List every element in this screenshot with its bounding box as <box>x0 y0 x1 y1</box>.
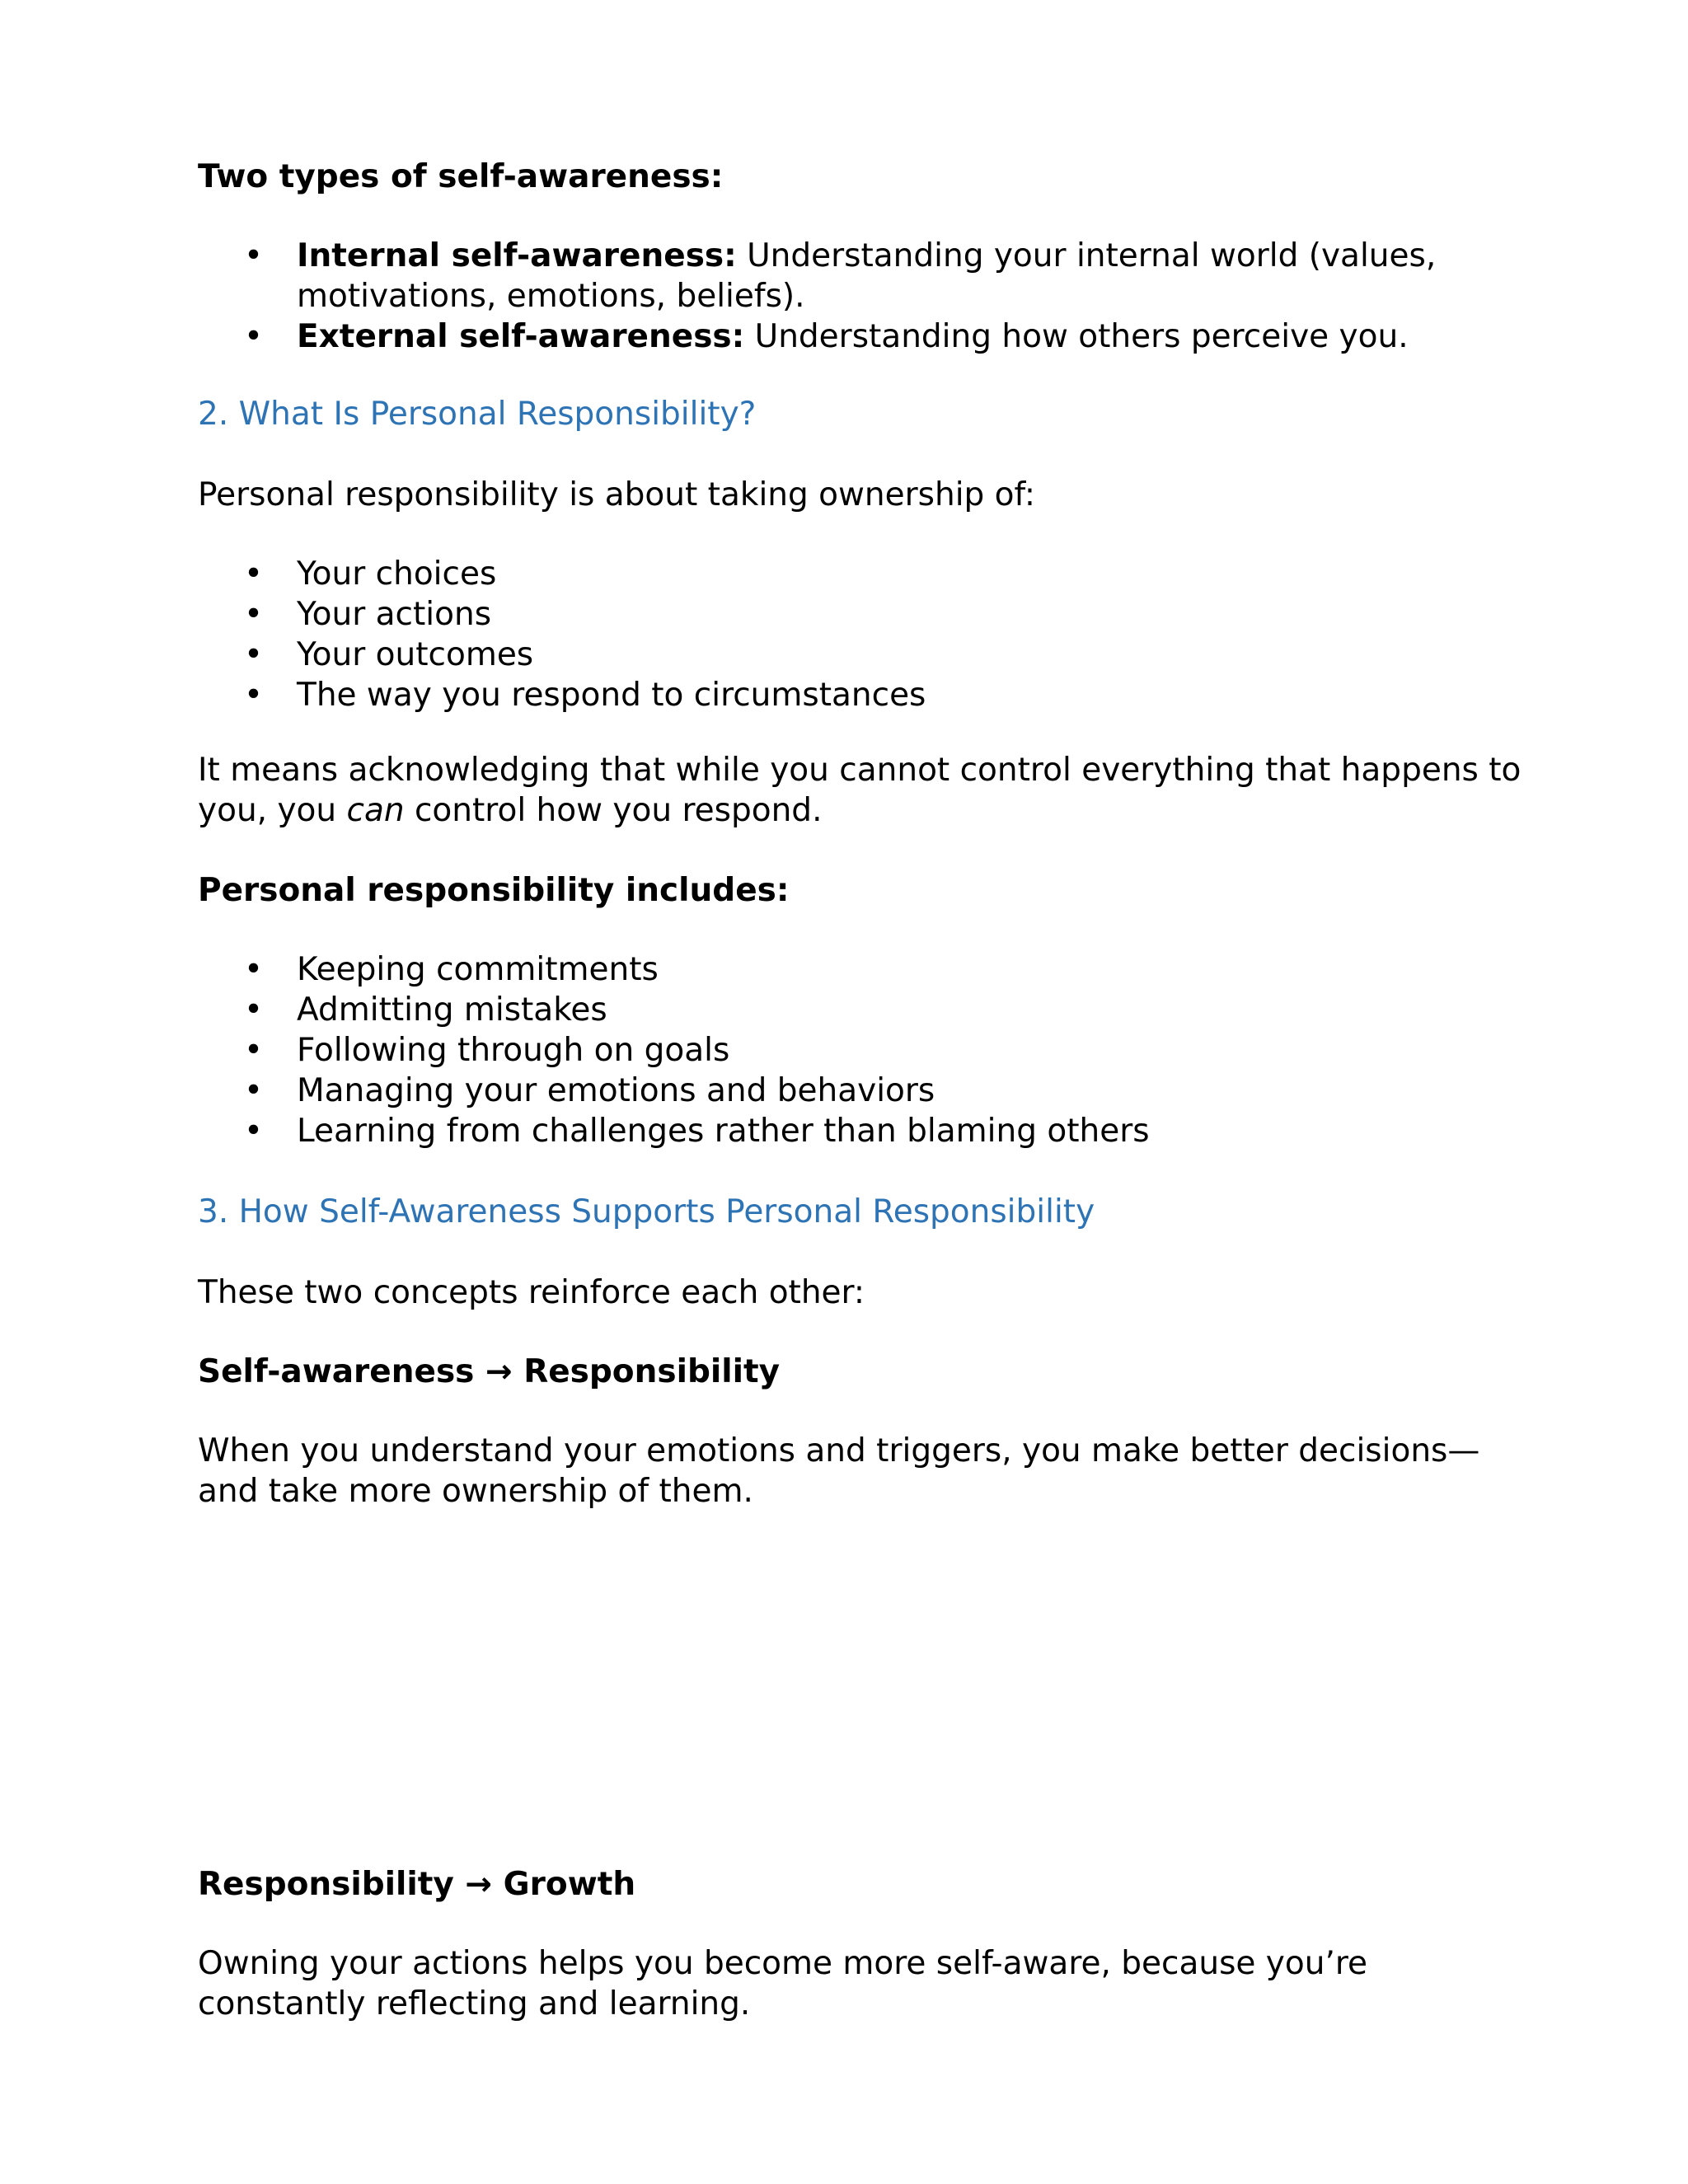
meaning-text-after: control how you respond. <box>404 792 823 829</box>
section-2-heading: 2. What Is Personal Responsibility? <box>198 396 757 433</box>
types-list <box>198 236 1533 357</box>
list-item <box>198 1071 1533 1111</box>
sub-2-paragraph: Owning your actions helps you become more self-aware, because you’re constantly reflecting and learning. <box>198 1945 1368 2022</box>
list-item <box>198 675 1533 715</box>
list-item <box>198 594 1533 635</box>
meaning-emphasis: can <box>346 792 405 829</box>
bullet-icon: • <box>244 318 264 355</box>
list-item-text: Your choices <box>297 555 497 593</box>
bullet-icon: • <box>244 596 264 633</box>
bullet-icon: • <box>244 1032 264 1069</box>
bullet-icon: • <box>244 677 264 714</box>
list-item <box>198 949 1533 990</box>
bullet-icon: • <box>244 1072 264 1109</box>
list-item-term: Internal self-awareness: <box>297 237 737 274</box>
list-item-desc: Understanding how others perceive you. <box>744 318 1409 355</box>
sub-heading-responsibility-growth: Responsibility → Growth <box>198 1866 636 1903</box>
bullet-icon: • <box>244 1113 264 1150</box>
list-item <box>198 236 1533 316</box>
meaning-text-before: It means acknowledging that while you cannot control everything that happens to you, you <box>198 752 1522 829</box>
list-item-text: Your actions <box>297 596 492 633</box>
list-item <box>198 990 1533 1030</box>
bullet-icon: • <box>244 991 264 1029</box>
section-3-intro: These two concepts reinforce each other: <box>198 1274 865 1311</box>
sub-1-paragraph: When you understand your emotions and triggers, you make better decisions—and take more ownership of them. <box>198 1432 1480 1510</box>
meaning-paragraph <box>198 750 1533 831</box>
bullet-icon: • <box>244 237 264 274</box>
list-item-text: Learning from challenges rather than blaming others <box>297 1113 1150 1150</box>
bullet-icon: • <box>244 636 264 673</box>
list-item-text: Managing your emotions and behaviors <box>297 1072 935 1109</box>
includes-heading: Personal responsibility includes: <box>198 872 790 909</box>
list-item-text: Admitting mistakes <box>297 991 607 1029</box>
bullet-icon: • <box>244 951 264 988</box>
list-item-desc: Understanding your internal world (values, motivations, emotions, beliefs). <box>297 237 1437 315</box>
list-item <box>198 554 1533 594</box>
list-item-text: Following through on goals <box>297 1032 730 1069</box>
list-item-term: External self-awareness: <box>297 318 745 355</box>
list-item-text: Your outcomes <box>297 636 534 673</box>
list-item-text: The way you respond to circumstances <box>297 677 926 714</box>
list-item <box>198 316 1533 357</box>
list-item-text: Keeping commitments <box>297 951 659 988</box>
includes-list <box>198 949 1533 1151</box>
list-item <box>198 635 1533 675</box>
types-heading: Two types of self-awareness: <box>198 158 724 195</box>
section-2-intro: Personal responsibility is about taking ownership of: <box>198 476 1036 513</box>
section-3-heading: 3. How Self-Awareness Supports Personal Responsibility <box>198 1193 1095 1230</box>
ownership-list <box>198 554 1533 715</box>
list-item <box>198 1111 1533 1151</box>
list-item <box>198 1030 1533 1071</box>
sub-heading-self-awareness-responsibility: Self-awareness → Responsibility <box>198 1353 781 1390</box>
bullet-icon: • <box>244 555 264 593</box>
